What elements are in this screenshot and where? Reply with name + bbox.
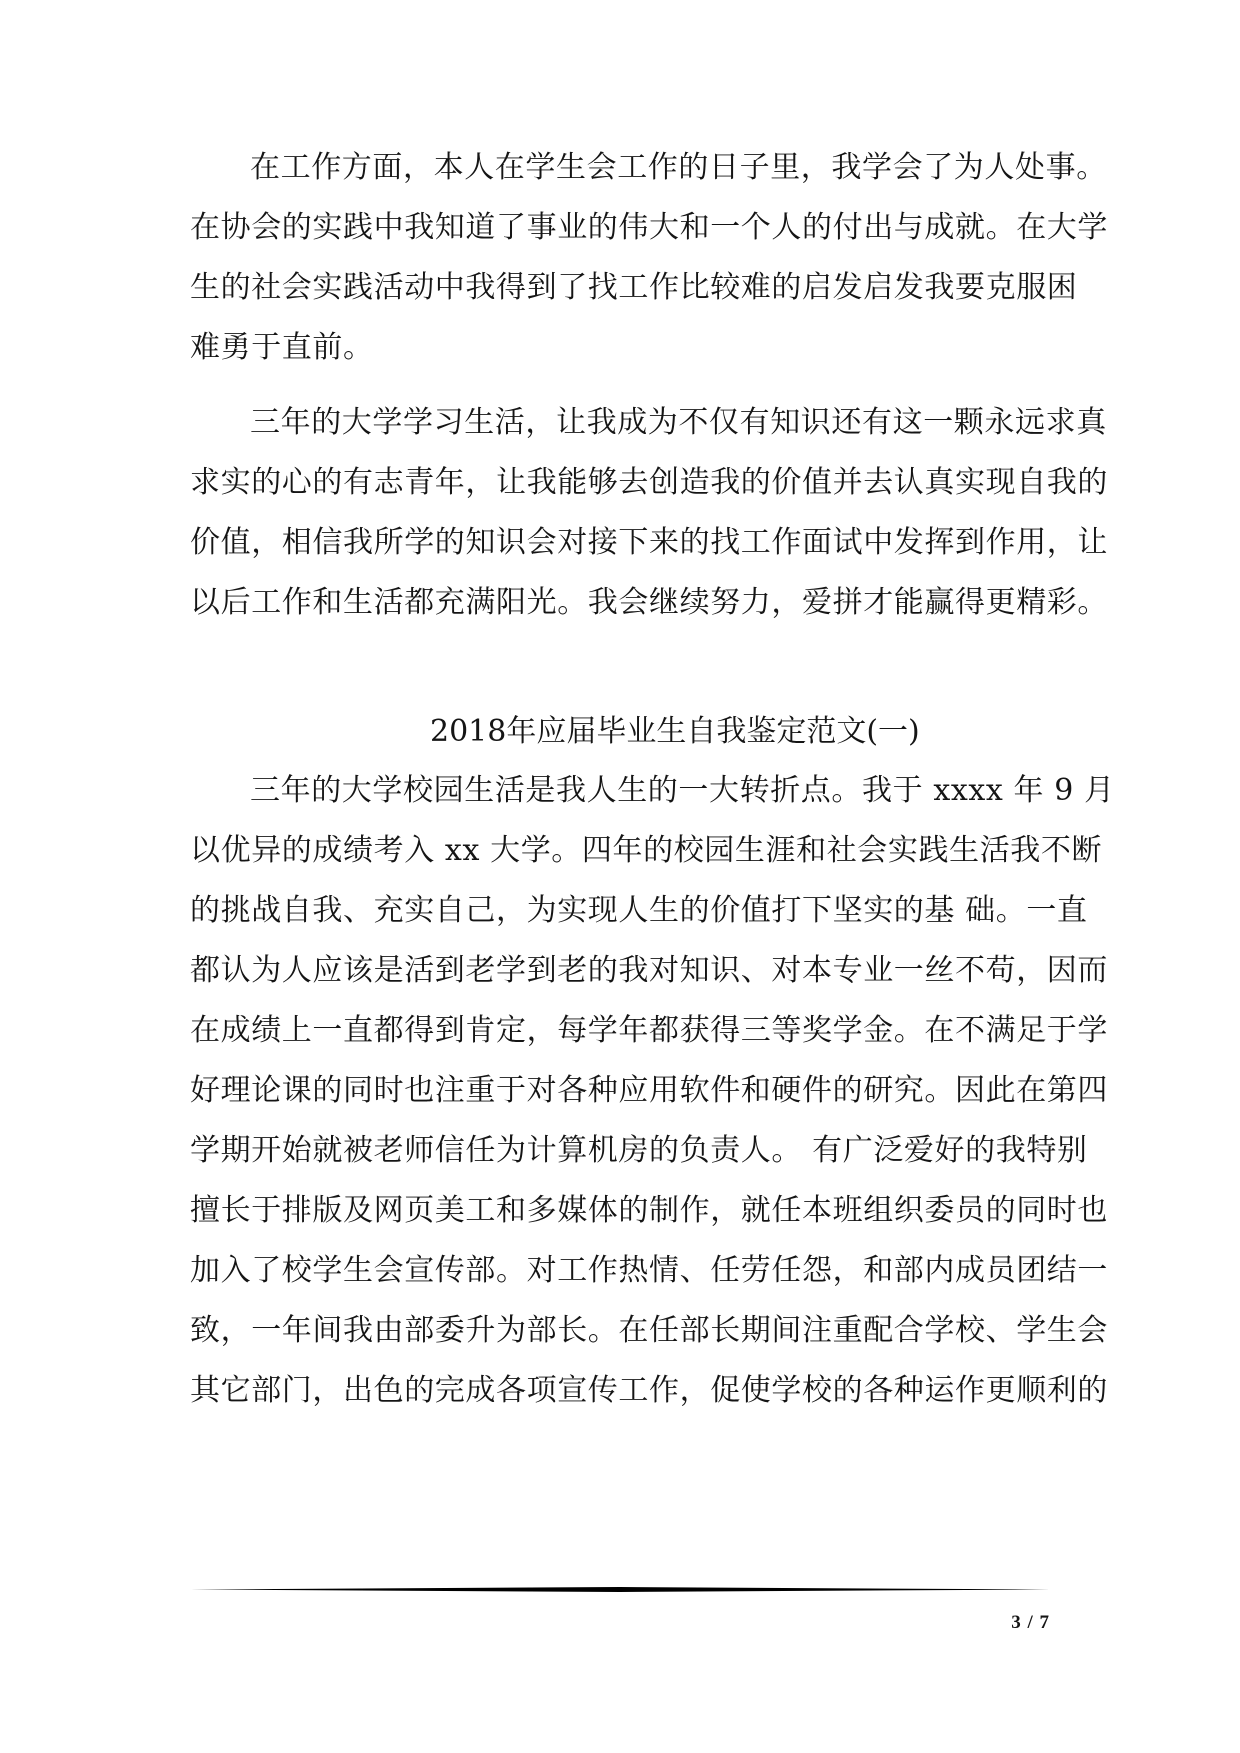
paragraph-line: 都认为人应该是活到老学到老的我对知识、对本专业一丝不苟，因而 [190,953,1108,988]
paragraph-line: 难勇于直前。 [190,330,374,365]
paragraph-line: 求实的心的有志青年，让我能够去创造我的价值并去认真实现自我的 [190,465,1108,500]
paragraph-line: 三年的大学校园生活是我人生的一大转折点。我于 xxxx 年 9 月 [250,773,1115,808]
paragraph-line: 以后工作和生活都充满阳光。我会继续努力，爱拼才能赢得更精彩。 [190,585,1108,620]
paragraph-line: 好理论课的同时也注重于对各种应用软件和硬件的研究。因此在第四 [190,1073,1108,1108]
paragraph-line: 价值，相信我所学的知识会对接下来的找工作面试中发挥到作用，让 [190,525,1108,560]
paragraph-line: 学期开始就被老师信任为计算机房的负责人。 有广泛爱好的我特别 [190,1133,1088,1168]
paragraph-line: 的挑战自我、充实自己，为实现人生的价值打下坚实的基 础。一直 [190,893,1088,928]
paragraph-line: 三年的大学学习生活，让我成为不仅有知识还有这一颗永远求真 [250,405,1107,440]
paragraph-line: 在协会的实践中我知道了事业的伟大和一个人的付出与成就。在大学 [190,210,1108,245]
paragraph-line: 生的社会实践活动中我得到了找工作比较难的启发启发我要克服困 [190,270,1078,305]
essay-title: 2018年应届毕业生自我鉴定范文(一) [430,714,920,749]
page-number: 3 / 7 [1011,1612,1050,1633]
paragraph-line: 其它部门，出色的完成各项宣传工作，促使学校的各种运作更顺利的 [190,1373,1108,1408]
paragraph-line: 擅长于排版及网页美工和多媒体的制作，就任本班组织委员的同时也 [190,1193,1108,1228]
footer-divider [190,1587,1050,1592]
paragraph-line: 以优异的成绩考入 xx 大学。四年的校园生涯和社会实践生活我不断 [190,833,1103,868]
paragraph-line: 加入了校学生会宣传部。对工作热情、任劳任怨，和部内成员团结一 [190,1253,1108,1288]
paragraph-line: 在成绩上一直都得到肯定，每学年都获得三等奖学金。在不满足于学 [190,1013,1108,1048]
paragraph-line: 在工作方面，本人在学生会工作的日子里，我学会了为人处事。 [250,150,1107,185]
paragraph-line: 致，一年间我由部委升为部长。在任部长期间注重配合学校、学生会 [190,1313,1108,1348]
